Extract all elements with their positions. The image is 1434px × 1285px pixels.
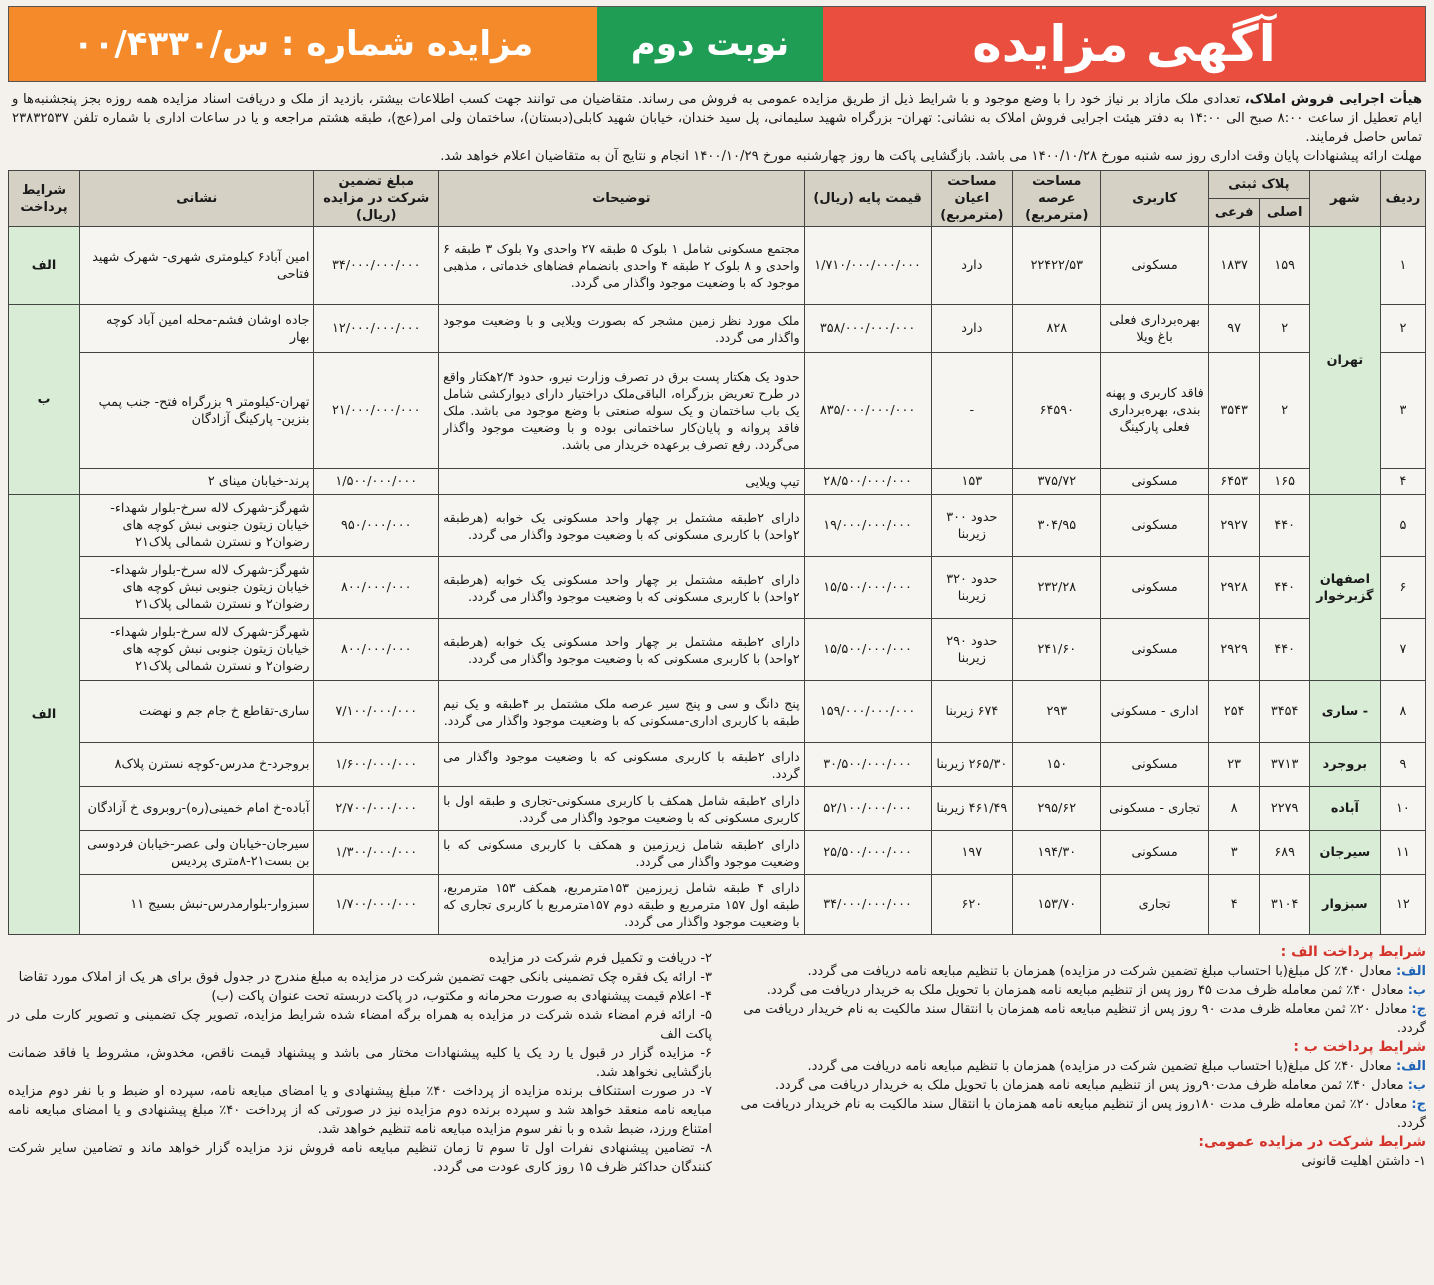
cell-sub: ۳ <box>1208 831 1260 875</box>
cell-building: ۱۵۳ <box>931 469 1013 495</box>
general-condition-item: ۱- داشتن اهلیت قانونی <box>1301 1154 1426 1169</box>
cell-desc: مجتمع مسکونی شامل ۱ بلوک ۵ طبقه ۲۷ واحدی و۷ بلوک ۳ طبقه ۶ واحدی و ۸ بلوک ۲ طبقه ۴ واحدی بانضمام فضاهای خدماتی ، مذهبی موجود که با وضعیت موجود واگذار می گردد. <box>439 227 805 305</box>
cell-row: ۱ <box>1380 227 1425 305</box>
cell-sub: ۲۹۲۸ <box>1208 557 1260 619</box>
cell-usage: فاقد کاربری و پهنه بندی، بهره‌برداری فعلی پارکینگ <box>1101 353 1209 469</box>
cell-land: ۲۴۱/۶۰ <box>1013 619 1101 681</box>
cell-usage: مسکونی <box>1101 227 1209 305</box>
header-banners <box>8 6 1426 82</box>
cell-desc: دارای ۲طبقه با کاربری مسکونی که با وضعیت موجود واگذار می گردد. <box>439 743 805 787</box>
cell-desc: دارای ۴ طبقه شامل زیرزمین ۱۵۳مترمربع، همکف ۱۵۳ مترمربع، طبقه اول ۱۵۷ مترمربع و طبقه دوم ۱۵۷مترمربع با کاربری تجاری که با وضعیت موجود واگذار می گردد. <box>439 875 805 935</box>
cell-price: ۱۹/۰۰۰/۰۰۰/۰۰۰ <box>804 495 931 557</box>
cell-sub: ۲۹۲۹ <box>1208 619 1260 681</box>
cell-deposit: ۸۰۰/۰۰۰/۰۰۰ <box>314 619 439 681</box>
table-row <box>9 353 1426 469</box>
cell-building: ۶۷۴ زیربنا <box>931 681 1013 743</box>
cell-sub: ۶۴۵۳ <box>1208 469 1260 495</box>
deadline-text: مهلت ارائه پیشنهادات پایان وقت اداری روز سه شنبه مورخ ۱۴۰۰/۱۰/۲۸ می باشد. بازگشایی پاکت ها روز چهارشنبه مورخ ۱۴۰۰/۱۰/۲۹ انجام و نتایج آن به متقاضیان اعلام خواهد شد. <box>440 149 1422 164</box>
cell-row: ۱۱ <box>1380 831 1425 875</box>
cell-main: ۳۴۵۴ <box>1260 681 1309 743</box>
general-conditions <box>8 943 712 1177</box>
cell-land: ۱۹۴/۳۰ <box>1013 831 1101 875</box>
cell-row: ۸ <box>1380 681 1425 743</box>
cell-land: ۲۳۲/۲۸ <box>1013 557 1101 619</box>
cell-land: ۶۴۵۹۰ <box>1013 353 1101 469</box>
round-label: نوبت دوم <box>597 7 823 81</box>
col-row: ردیف <box>1380 171 1425 227</box>
cell-building: - <box>931 353 1013 469</box>
col-description: توضیحات <box>439 171 805 227</box>
general-condition-item: ۲- دریافت و تکمیل فرم شرکت در مزایده <box>488 951 712 966</box>
table-row <box>9 305 1426 353</box>
payment-b-item: ب: معادل ۴۰٪ ثمن معامله ظرف مدت۹۰روز پس از تنظیم مبایعه نامه همزمان با تحویل ملک به خریدار دریافت می گردد. <box>775 1078 1426 1093</box>
cell-building: ۶۲۰ <box>931 875 1013 935</box>
cell-city: آباده <box>1309 787 1380 831</box>
col-payment: شرایط پرداخت <box>9 171 80 227</box>
cell-land: ۳۰۴/۹۵ <box>1013 495 1101 557</box>
cell-deposit: ۲/۷۰۰/۰۰۰/۰۰۰ <box>314 787 439 831</box>
cell-usage: مسکونی <box>1101 743 1209 787</box>
cell-price: ۵۲/۱۰۰/۰۰۰/۰۰۰ <box>804 787 931 831</box>
cell-price: ۲۸/۵۰۰/۰۰۰/۰۰۰ <box>804 469 931 495</box>
table-row <box>9 469 1426 495</box>
cell-usage: تجاری <box>1101 875 1209 935</box>
cell-sub: ۳۵۴۳ <box>1208 353 1260 469</box>
general-condition-item: ۷- در صورت استنکاف برنده مزایده از پرداخت ۴۰٪ مبلغ پیشنهادی و یا امضای مبایعه نامه، سپرده او ضبط و با نفر دوم مزایده مبایعه نامه منعقد خواهد شد و سپرده برنده دوم مزایده نیز در صورتی که از پرداخت ۴۰٪ مبلغ پیشنهادی و یا امضای مبایعه نامه امتناع ورزد، ضبط شده و با نفر سوم مزایده مبایعه نامه تنظیم خواهد شد. <box>8 1084 712 1137</box>
cell-price: ۳۴/۰۰۰/۰۰۰/۰۰۰ <box>804 875 931 935</box>
cell-city: بروجرد <box>1309 743 1380 787</box>
cell-price: ۱/۷۱۰/۰۰۰/۰۰۰/۰۰۰ <box>804 227 931 305</box>
payment-a-item: الف: معادل ۴۰٪ کل مبلغ(با احتساب مبلغ تضمین شرکت در مزایده) همزمان با تنظیم مبایعه نامه دریافت می گردد. <box>807 964 1426 979</box>
cell-land: ۲۲۴۲۲/۵۳ <box>1013 227 1101 305</box>
cell-building: دارد <box>931 227 1013 305</box>
intro-text: تعدادی ملک مازاد بر نیاز خود را با وضع موجود و با شرایط ذیل از طریق مزایده عمومی به فروش می رساند. متقاضیان می توانند جهت کسب اطلاعات بیشتر، بازدید از ملک و دریافت اسناد مزایده همه روزه بجز پنجشنبه‌ها و ایام تعطیل از ساعت ۸:۰۰ صبح الی ۱۴:۰۰ به دفتر هیئت اجرایی فروش املاک به نشانی: تهران- بزرگراه شهید سلیمانی، پل سید خندان، خیابان شهید کابلی(دبستان)، ساختمان ولی امر(عج)، طبقه هشتم مراجعه و یا در ساعات اداری با شماره تلفن ۲۳۸۳۲۵۳۷ تماس حاصل فرمایند. <box>12 92 1422 145</box>
cell-deposit: ۱/۳۰۰/۰۰۰/۰۰۰ <box>314 831 439 875</box>
cell-price: ۱۵/۵۰۰/۰۰۰/۰۰۰ <box>804 619 931 681</box>
cell-row: ۱۲ <box>1380 875 1425 935</box>
cell-address: شهرگز-شهرک لاله سرخ-بلوار شهداء- خیابان زیتون جنوبی نبش کوچه های رضوان۲ و نسترن شمالی پلاک۲۱ <box>80 557 314 619</box>
cell-usage: مسکونی <box>1101 495 1209 557</box>
cell-price: ۸۳۵/۰۰۰/۰۰۰/۰۰۰ <box>804 353 931 469</box>
cell-main: ۱۵۹ <box>1260 227 1309 305</box>
col-address: نشانی <box>80 171 314 227</box>
cell-sub: ۲۹۲۷ <box>1208 495 1260 557</box>
table-row <box>9 831 1426 875</box>
cell-building: حدود ۳۰۰ زیربنا <box>931 495 1013 557</box>
cell-main: ۴۴۰ <box>1260 495 1309 557</box>
table-row <box>9 787 1426 831</box>
cell-payment: الف <box>9 227 80 305</box>
col-building-area: مساحت اعیان (مترمربع) <box>931 171 1013 227</box>
cell-sub: ۱۸۳۷ <box>1208 227 1260 305</box>
cell-desc: دارای ۲طبقه مشتمل بر چهار واحد مسکونی یک خوابه (هرطبقه ۲واحد) با کاربری مسکونی که با وضعیت موجود واگذار می گردد. <box>439 557 805 619</box>
cell-deposit: ۱۲/۰۰۰/۰۰۰/۰۰۰ <box>314 305 439 353</box>
cell-main: ۱۶۵ <box>1260 469 1309 495</box>
table-row <box>9 681 1426 743</box>
cell-land: ۱۵۰ <box>1013 743 1101 787</box>
cell-deposit: ۹۵۰/۰۰۰/۰۰۰ <box>314 495 439 557</box>
notice-title: آگهی مزایده <box>823 7 1425 81</box>
cell-land: ۱۵۳/۷۰ <box>1013 875 1101 935</box>
cell-land: ۸۲۸ <box>1013 305 1101 353</box>
table-row <box>9 743 1426 787</box>
cell-desc: دارای ۲طبقه مشتمل بر چهار واحد مسکونی یک خوابه (هرطبقه ۲واحد) با کاربری مسکونی که با وضعیت موجود واگذار می گردد. <box>439 619 805 681</box>
cell-main: ۳۷۱۳ <box>1260 743 1309 787</box>
cell-address: سبزوار-بلوارمدرس-نبش بسیج ۱۱ <box>80 875 314 935</box>
cell-usage: بهره‌برداری فعلی باغ ویلا <box>1101 305 1209 353</box>
cell-price: ۳۵۸/۰۰۰/۰۰۰/۰۰۰ <box>804 305 931 353</box>
cell-row: ۴ <box>1380 469 1425 495</box>
cell-sub: ۲۳ <box>1208 743 1260 787</box>
col-usage: کاربری <box>1101 171 1209 227</box>
cell-land: ۲۹۵/۶۲ <box>1013 787 1101 831</box>
cell-address: شهرگز-شهرک لاله سرخ-بلوار شهداء- خیابان زیتون جنوبی نبش کوچه های رضوان۲ و نسترن شمالی پلاک۲۱ <box>80 495 314 557</box>
cell-main: ۴۴۰ <box>1260 557 1309 619</box>
cell-deposit: ۱/۵۰۰/۰۰۰/۰۰۰ <box>314 469 439 495</box>
cell-building: حدود ۲۹۰ زیربنا <box>931 619 1013 681</box>
table-row <box>9 875 1426 935</box>
cell-row: ۲ <box>1380 305 1425 353</box>
cell-row: ۹ <box>1380 743 1425 787</box>
cell-desc: حدود یک هکتار پست برق در تصرف وزارت نیرو، حدود ۲/۴هکتار واقع در طرح تعریض بزرگراه، الباقی‌ملک دراختیار دارای دیوارکشی شامل یک باب ساختمان و یک سوله صنعتی با وضع موجود می باشد. ملک فاقد پروانه و پایان‌کار ساختمانی بوده و با وضعیت موجود واگذار می‌گردد. رفع تصرف برعهده خریدار می باشد. <box>439 353 805 469</box>
auction-number: مزایده شماره : س/۰۰/۴۳۳۰ <box>9 7 597 81</box>
cell-deposit: ۱/۶۰۰/۰۰۰/۰۰۰ <box>314 743 439 787</box>
cell-price: ۳۰/۵۰۰/۰۰۰/۰۰۰ <box>804 743 931 787</box>
cell-row: ۷ <box>1380 619 1425 681</box>
cell-payment: ب <box>9 305 80 495</box>
cell-main: ۲ <box>1260 353 1309 469</box>
cell-address: سیرجان-خیابان ولی عصر-خیابان فردوسی بن بست۲۱-۸متری پردیس <box>80 831 314 875</box>
cell-row: ۵ <box>1380 495 1425 557</box>
cell-building: حدود ۳۲۰ زیربنا <box>931 557 1013 619</box>
cell-city: سبزوار <box>1309 875 1380 935</box>
table-row <box>9 495 1426 557</box>
cell-city: - ساری <box>1309 681 1380 743</box>
cell-city: اصفهان گزبرخوار <box>1309 495 1380 681</box>
cell-price: ۱۵۹/۰۰۰/۰۰۰/۰۰۰ <box>804 681 931 743</box>
table-header-row <box>9 171 1426 199</box>
cell-row: ۶ <box>1380 557 1425 619</box>
cell-deposit: ۲۱/۰۰۰/۰۰۰/۰۰۰ <box>314 353 439 469</box>
cell-usage: مسکونی <box>1101 619 1209 681</box>
cell-main: ۴۴۰ <box>1260 619 1309 681</box>
cell-building: ۲۶۵/۳۰ زیربنا <box>931 743 1013 787</box>
cell-city: تهران <box>1309 227 1380 495</box>
cell-land: ۳۷۵/۷۲ <box>1013 469 1101 495</box>
payment-conditions <box>726 943 1426 1177</box>
general-condition-item: ۶- مزایده گزار در قبول یا رد یک یا کلیه پیشنهادات مختار می باشد و پیشنهاد قیمت ناقص، مخدوش، مشروط یا فاقد ضمانت بازگشایی نخواهد شد. <box>8 1046 712 1080</box>
cell-desc: ملک مورد نظر زمین مشجر که بصورت ویلایی و با وضعیت موجود واگذار می گردد. <box>439 305 805 353</box>
col-plaque-main: اصلی <box>1260 199 1309 227</box>
cell-deposit: ۳۴/۰۰۰/۰۰۰/۰۰۰ <box>314 227 439 305</box>
cell-row: ۱۰ <box>1380 787 1425 831</box>
cell-building: ۱۹۷ <box>931 831 1013 875</box>
payment-b-item: الف: معادل ۴۰٪ کل مبلغ(با احتساب مبلغ تضمین شرکت در مزایده) همزمان با تنظیم مبایعه نامه دریافت می گردد. <box>807 1059 1426 1074</box>
cell-address: امین آباد۶ کیلومتری شهری- شهرک شهید فتاحی <box>80 227 314 305</box>
payment-b-item: ج: معادل ۲۰٪ ثمن معامله ظرف مدت ۱۸۰روز پس از تنظیم مبایعه نامه همزمان با انتقال سند مالکیت به نام خریدار دریافت می گردد. <box>740 1097 1426 1131</box>
cell-building: دارد <box>931 305 1013 353</box>
cell-usage: مسکونی <box>1101 831 1209 875</box>
cell-main: ۲ <box>1260 305 1309 353</box>
col-base-price: قیمت پایه (ریال) <box>804 171 931 227</box>
cell-address: ساری-تقاطع خ جام جم و نهضت <box>80 681 314 743</box>
cell-usage: تجاری - مسکونی <box>1101 787 1209 831</box>
table-row <box>9 227 1426 305</box>
general-condition-item: ۸- تضامین پیشنهادی نفرات اول تا سوم تا زمان تنظیم مبایعه نامه فروش نزد مزایده گزار خواهد ماند و تضامین سایر شرکت کنندگان حداکثر ظرف ۱۵ روز کاری عودت می گردد. <box>8 1141 712 1175</box>
cell-address: شهرگز-شهرک لاله سرخ-بلوار شهداء- خیابان زیتون جنوبی نبش کوچه های رضوان۲ و نسترن شمالی پلاک۲۱ <box>80 619 314 681</box>
cell-sub: ۸ <box>1208 787 1260 831</box>
table-row <box>9 619 1426 681</box>
cell-address: آباده-خ امام خمینی(ره)-روبروی خ آزادگان <box>80 787 314 831</box>
payment-b-title: شرایط پرداخت ب : <box>1293 1039 1426 1055</box>
cell-desc: دارای ۲طبقه شامل همکف با کاربری مسکونی-تجاری و طبقه اول با کاربری مسکونی که با وضعیت موجود واگذار می گردد. <box>439 787 805 831</box>
cell-main: ۳۱۰۴ <box>1260 875 1309 935</box>
cell-address: پرند-خیابان مینای ۲ <box>80 469 314 495</box>
cell-row: ۳ <box>1380 353 1425 469</box>
cell-usage: مسکونی <box>1101 557 1209 619</box>
cell-land: ۲۹۳ <box>1013 681 1101 743</box>
col-city: شهر <box>1309 171 1380 227</box>
cell-desc: دارای ۲طبقه مشتمل بر چهار واحد مسکونی یک خوابه (هرطبقه ۲واحد) با کاربری مسکونی که با وضعیت موجود واگذار می گردد. <box>439 495 805 557</box>
col-deposit: مبلغ تضمین شرکت در مزایده (ریال) <box>314 171 439 227</box>
cell-address: تهران-کیلومتر ۹ بزرگراه فتح- جنب پمپ بنزین- پارکینگ آزادگان <box>80 353 314 469</box>
cell-desc: پنج دانگ و سی و پنج سیر عرصه ملک مشتمل بر ۴طبقه و یک نیم طبقه با کاربری اداری-مسکونی که با وضعیت موجود واگذار می گردد. <box>439 681 805 743</box>
cell-deposit: ۷/۱۰۰/۰۰۰/۰۰۰ <box>314 681 439 743</box>
cell-sub: ۹۷ <box>1208 305 1260 353</box>
cell-sub: ۲۵۴ <box>1208 681 1260 743</box>
payment-a-title: شرایط پرداخت الف : <box>1280 944 1426 960</box>
cell-desc: دارای ۲طبقه شامل زیرزمین و همکف با کاربری مسکونی که با وضعیت موجود واگذار می گردد. <box>439 831 805 875</box>
cell-price: ۲۵/۵۰۰/۰۰۰/۰۰۰ <box>804 831 931 875</box>
payment-a-item: ب: معادل ۴۰٪ ثمن معامله ظرف مدت ۴۵ روز پس از تنظیم مبایعه نامه همزمان با تحویل ملک به خریدار دریافت می گردد. <box>766 983 1426 998</box>
col-land-area: مساحت عرصه (مترمربع) <box>1013 171 1101 227</box>
col-plaque: پلاک ثبتی <box>1208 171 1309 199</box>
general-condition-item: ۴- اعلام قیمت پیشنهادی به صورت محرمانه و مکتوب، در پاکت دربسته تحت عنوان پاکت (ب) <box>211 989 712 1004</box>
conditions-section <box>8 943 1426 1177</box>
cell-city: سیرجان <box>1309 831 1380 875</box>
table-row <box>9 557 1426 619</box>
intro-paragraph <box>8 90 1426 170</box>
general-conditions-title: شرایط شرکت در مزایده عمومی: <box>1198 1134 1426 1150</box>
cell-usage: اداری - مسکونی <box>1101 681 1209 743</box>
cell-desc: تیپ ویلایی <box>439 469 805 495</box>
cell-building: ۴۶۱/۴۹ زیربنا <box>931 787 1013 831</box>
cell-main: ۶۸۹ <box>1260 831 1309 875</box>
org-name: هیأت اجرایی فروش املاک، <box>1244 92 1422 107</box>
general-condition-item: ۳- ارائه یک فقره چک تضمینی بانکی جهت تضمین شرکت در مزایده به مبلغ مندرج در جدول فوق برای هر یک از املاک مورد تقاضا <box>18 970 712 985</box>
cell-address: جاده اوشان فشم-محله امین آباد کوچه بهار <box>80 305 314 353</box>
col-plaque-sub: فرعی <box>1208 199 1260 227</box>
cell-usage: مسکونی <box>1101 469 1209 495</box>
cell-sub: ۴ <box>1208 875 1260 935</box>
cell-payment: الف <box>9 495 80 935</box>
cell-deposit: ۱/۷۰۰/۰۰۰/۰۰۰ <box>314 875 439 935</box>
cell-address: بروجرد-خ مدرس-کوچه نسترن پلاک۸ <box>80 743 314 787</box>
cell-deposit: ۸۰۰/۰۰۰/۰۰۰ <box>314 557 439 619</box>
general-condition-item: ۵- ارائه فرم امضاء شده شرکت در مزایده به همراه برگه امضاء شده شرایط مزایده، تصویر چک تضمینی و تصویر کارت ملی در پاکت الف <box>8 1008 712 1042</box>
cell-main: ۲۲۷۹ <box>1260 787 1309 831</box>
payment-a-item: ج: معادل ۲۰٪ ثمن معامله ظرف مدت ۹۰ روز پس از تنظیم مبایعه نامه همزمان با انتقال سند مالکیت به نام خریدار دریافت می گردد. <box>743 1002 1426 1036</box>
cell-price: ۱۵/۵۰۰/۰۰۰/۰۰۰ <box>804 557 931 619</box>
properties-table <box>8 170 1426 935</box>
